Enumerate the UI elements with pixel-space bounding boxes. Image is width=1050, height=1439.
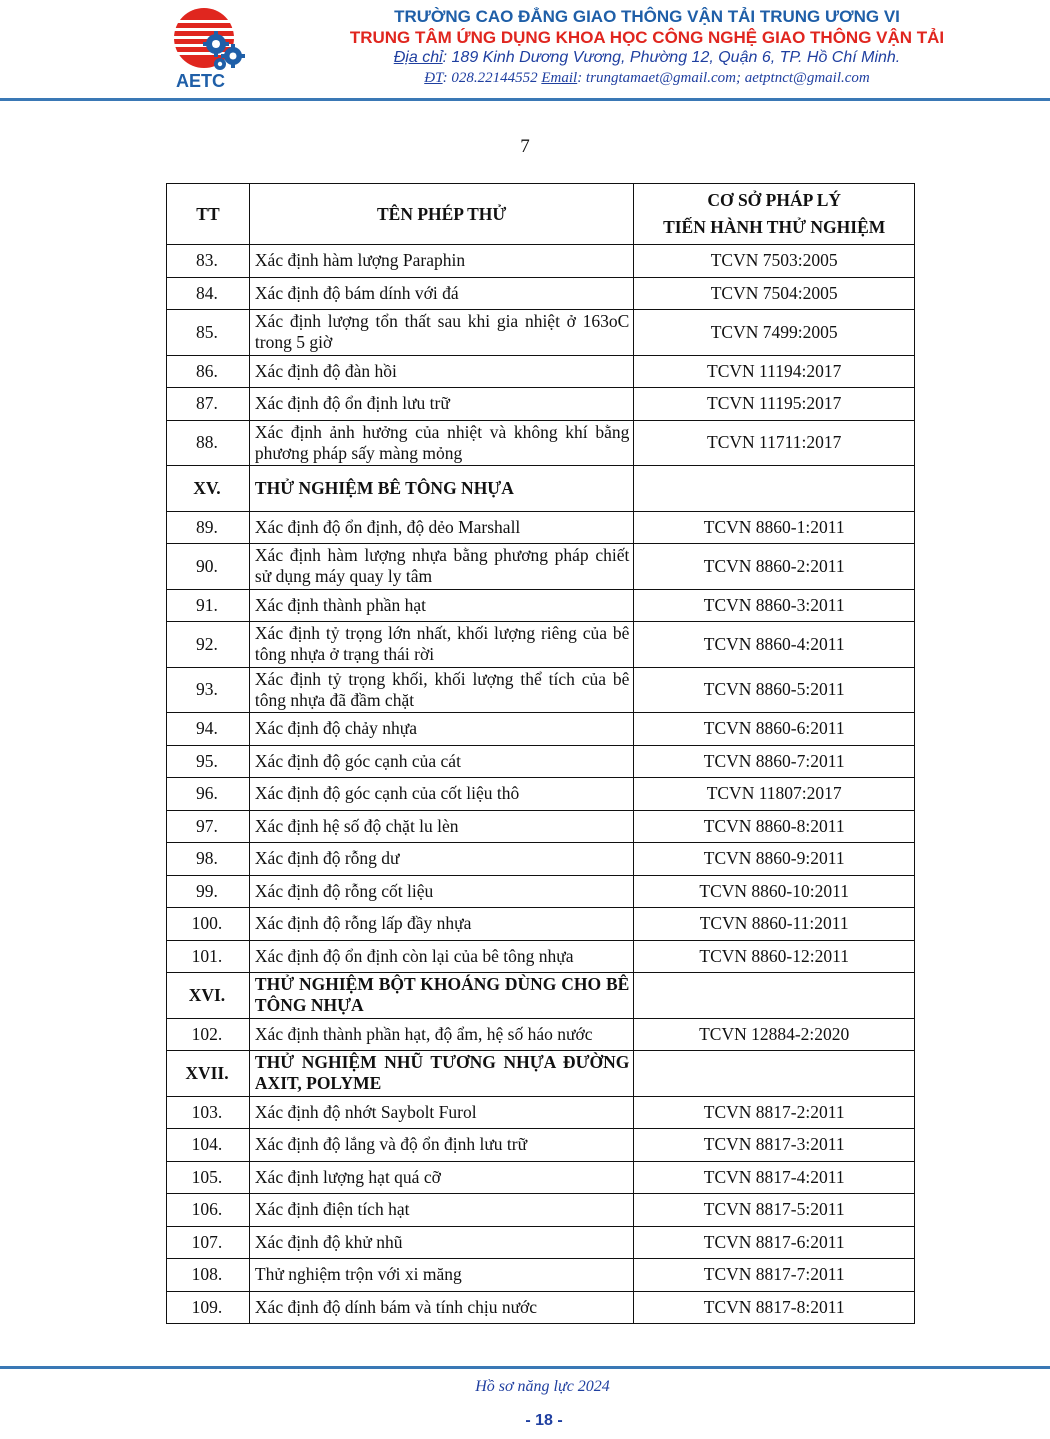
row-number: 103. [167, 1096, 250, 1129]
section-row [167, 466, 915, 512]
legal-basis: TCVN 8860-7:2011 [634, 745, 915, 778]
row-number: 107. [167, 1226, 250, 1259]
test-name: THỬ NGHIỆM BỘT KHOÁNG DÙNG CHO BÊ TÔNG NHỰA [249, 973, 633, 1019]
aetc-logo [168, 4, 252, 92]
test-name: Xác định độ dính bám và tính chịu nước [249, 1291, 633, 1324]
test-table [166, 183, 915, 1324]
table-row [167, 1226, 915, 1259]
table-row [167, 277, 915, 310]
header-tt: TT [167, 184, 250, 245]
row-number: 83. [167, 245, 250, 278]
table-row [167, 940, 915, 973]
test-name: Xác định độ đàn hồi [249, 355, 633, 388]
row-number: 106. [167, 1194, 250, 1227]
legal-basis: TCVN 8860-4:2011 [634, 622, 915, 668]
table-row [167, 713, 915, 746]
phone-label: ĐT [424, 70, 443, 86]
test-name: Xác định hàm lượng Paraphin [249, 245, 633, 278]
legal-basis: TCVN 8860-12:2011 [634, 940, 915, 973]
test-name: Thử nghiệm trộn với xi măng [249, 1259, 633, 1292]
legal-basis: TCVN 11711:2017 [634, 420, 915, 466]
row-number: XV. [167, 466, 250, 512]
legal-basis: TCVN 11195:2017 [634, 388, 915, 421]
legal-basis: TCVN 8817-6:2011 [634, 1226, 915, 1259]
row-number: 85. [167, 310, 250, 356]
table-row [167, 420, 915, 466]
section-page-number: 7 [520, 136, 530, 157]
legal-basis: TCVN 8860-11:2011 [634, 908, 915, 941]
row-number: 100. [167, 908, 250, 941]
table-row [167, 1194, 915, 1227]
test-name: THỬ NGHIỆM NHŨ TƯƠNG NHỰA ĐƯỜNG AXIT, POLYME [249, 1051, 633, 1097]
footer-divider [0, 1366, 1050, 1369]
legal-basis [634, 1051, 915, 1097]
test-name: Xác định độ ổn định lưu trữ [249, 388, 633, 421]
test-name: Xác định độ nhớt Saybolt Furol [249, 1096, 633, 1129]
row-number: 104. [167, 1129, 250, 1162]
legal-basis: TCVN 8860-3:2011 [634, 589, 915, 622]
test-name: Xác định hàm lượng nhựa bằng phương pháp chiết sử dụng máy quay ly tâm [249, 544, 633, 590]
table-row [167, 622, 915, 668]
table-row [167, 745, 915, 778]
test-name: Xác định độ lắng và độ ổn định lưu trữ [249, 1129, 633, 1162]
table-body [167, 245, 915, 1324]
test-name: Xác định độ rỗng cốt liệu [249, 875, 633, 908]
table-row [167, 544, 915, 590]
test-name: Xác định độ góc cạnh của cát [249, 745, 633, 778]
legal-basis: TCVN 8817-4:2011 [634, 1161, 915, 1194]
letterhead [262, 6, 1032, 88]
table-row [167, 875, 915, 908]
row-number: 108. [167, 1259, 250, 1292]
row-number: 102. [167, 1018, 250, 1051]
table-row [167, 810, 915, 843]
table-row [167, 355, 915, 388]
legal-basis: TCVN 8860-1:2011 [634, 511, 915, 544]
table-row [167, 908, 915, 941]
table-row [167, 511, 915, 544]
legal-basis: TCVN 8860-6:2011 [634, 713, 915, 746]
row-number: 92. [167, 622, 250, 668]
table-row [167, 1291, 915, 1324]
center-name: TRUNG TÂM ỨNG DỤNG KHOA HỌC CÔNG NGHỆ GIAO THÔNG VẬN TẢI [349, 28, 945, 47]
legal-basis: TCVN 12884-2:2020 [634, 1018, 915, 1051]
table-row [167, 1129, 915, 1162]
row-number: 90. [167, 544, 250, 590]
header-legal-basis-line1: CƠ SỞ PHÁP LÝ [707, 190, 842, 210]
logo-text: AETC [176, 71, 225, 91]
phone-text: : 028.22144552 [442, 70, 542, 86]
legal-basis: TCVN 8817-7:2011 [634, 1259, 915, 1292]
test-name: Xác định độ khử nhũ [249, 1226, 633, 1259]
table-row [167, 589, 915, 622]
test-name: Xác định lượng tổn thất sau khi gia nhiệt ở 163oC trong 5 giờ [249, 310, 633, 356]
school-name: TRƯỜNG CAO ĐẲNG GIAO THÔNG VẬN TẢI TRUNG ƯƠNG VI [394, 7, 900, 26]
test-name: Xác định độ ổn định, độ dẻo Marshall [249, 511, 633, 544]
row-number: 98. [167, 843, 250, 876]
row-number: 101. [167, 940, 250, 973]
table-row [167, 1096, 915, 1129]
table-row [167, 310, 915, 356]
test-name: Xác định hệ số độ chặt lu lèn [249, 810, 633, 843]
legal-basis: TCVN 8817-8:2011 [634, 1291, 915, 1324]
row-number: 94. [167, 713, 250, 746]
table-row [167, 778, 915, 811]
footer-page-number: - 18 - [525, 1412, 563, 1429]
row-number: 89. [167, 511, 250, 544]
test-name: Xác định độ bám dính với đá [249, 277, 633, 310]
row-number: 99. [167, 875, 250, 908]
test-table-container [166, 183, 915, 1324]
test-name: Xác định lượng hạt quá cỡ [249, 1161, 633, 1194]
legal-basis: TCVN 11194:2017 [634, 355, 915, 388]
test-name: Xác định độ rỗng dư [249, 843, 633, 876]
row-number: 95. [167, 745, 250, 778]
header-legal-basis-line2: TIẾN HÀNH THỬ NGHIỆM [663, 217, 886, 237]
row-number: 91. [167, 589, 250, 622]
row-number: 97. [167, 810, 250, 843]
contact-line [262, 68, 1032, 88]
test-name: Xác định độ rỗng lấp đầy nhựa [249, 908, 633, 941]
address-text: : 189 Kinh Dương Vương, Phường 12, Quận 6, TP. Hồ Chí Minh. [442, 49, 901, 66]
row-number: 93. [167, 667, 250, 713]
table-row [167, 388, 915, 421]
test-name: Xác định tỷ trọng khối, khối lượng thể tích của bê tông nhựa đã đầm chặt [249, 667, 633, 713]
test-name: Xác định độ ổn định còn lại của bê tông nhựa [249, 940, 633, 973]
row-number: XVI. [167, 973, 250, 1019]
legal-basis: TCVN 11807:2017 [634, 778, 915, 811]
test-name: Xác định ảnh hưởng của nhiệt và không khí bằng phương pháp sấy màng mỏng [249, 420, 633, 466]
legal-basis: TCVN 8860-9:2011 [634, 843, 915, 876]
legal-basis: TCVN 7503:2005 [634, 245, 915, 278]
row-number: 109. [167, 1291, 250, 1324]
legal-basis [634, 466, 915, 512]
header-legal-basis [634, 184, 915, 245]
legal-basis: TCVN 7499:2005 [634, 310, 915, 356]
test-name: Xác định điện tích hạt [249, 1194, 633, 1227]
row-number: 96. [167, 778, 250, 811]
legal-basis: TCVN 8860-8:2011 [634, 810, 915, 843]
legal-basis: TCVN 8860-10:2011 [634, 875, 915, 908]
email-label: Email [541, 70, 578, 86]
table-row [167, 245, 915, 278]
address-label: Địa chỉ [393, 49, 443, 66]
section-row [167, 973, 915, 1019]
table-row [167, 667, 915, 713]
email-text: : trungtamaet@gmail.com; aetptnct@gmail.com [577, 70, 870, 86]
row-number: 86. [167, 355, 250, 388]
legal-basis: TCVN 8860-2:2011 [634, 544, 915, 590]
table-row [167, 1259, 915, 1292]
table-row [167, 1161, 915, 1194]
legal-basis: TCVN 8817-2:2011 [634, 1096, 915, 1129]
test-name: Xác định thành phần hạt [249, 589, 633, 622]
address-line [262, 48, 1032, 68]
test-name: THỬ NGHIỆM BÊ TÔNG NHỰA [249, 466, 633, 512]
row-number: XVII. [167, 1051, 250, 1097]
legal-basis: TCVN 8817-5:2011 [634, 1194, 915, 1227]
footer-title: Hồ sơ năng lực 2024 [475, 1378, 610, 1395]
header-test-name: TÊN PHÉP THỬ [249, 184, 633, 245]
legal-basis: TCVN 7504:2005 [634, 277, 915, 310]
row-number: 105. [167, 1161, 250, 1194]
legal-basis: TCVN 8817-3:2011 [634, 1129, 915, 1162]
test-name: Xác định độ góc cạnh của cốt liệu thô [249, 778, 633, 811]
test-name: Xác định tỷ trọng lớn nhất, khối lượng riêng của bê tông nhựa ở trạng thái rời [249, 622, 633, 668]
test-name: Xác định thành phần hạt, độ ẩm, hệ số háo nước [249, 1018, 633, 1051]
legal-basis [634, 973, 915, 1019]
table-row [167, 1018, 915, 1051]
row-number: 87. [167, 388, 250, 421]
header-divider [0, 98, 1050, 101]
table-header-row [167, 184, 915, 245]
section-row [167, 1051, 915, 1097]
row-number: 88. [167, 420, 250, 466]
row-number: 84. [167, 277, 250, 310]
table-row [167, 843, 915, 876]
test-name: Xác định độ chảy nhựa [249, 713, 633, 746]
legal-basis: TCVN 8860-5:2011 [634, 667, 915, 713]
